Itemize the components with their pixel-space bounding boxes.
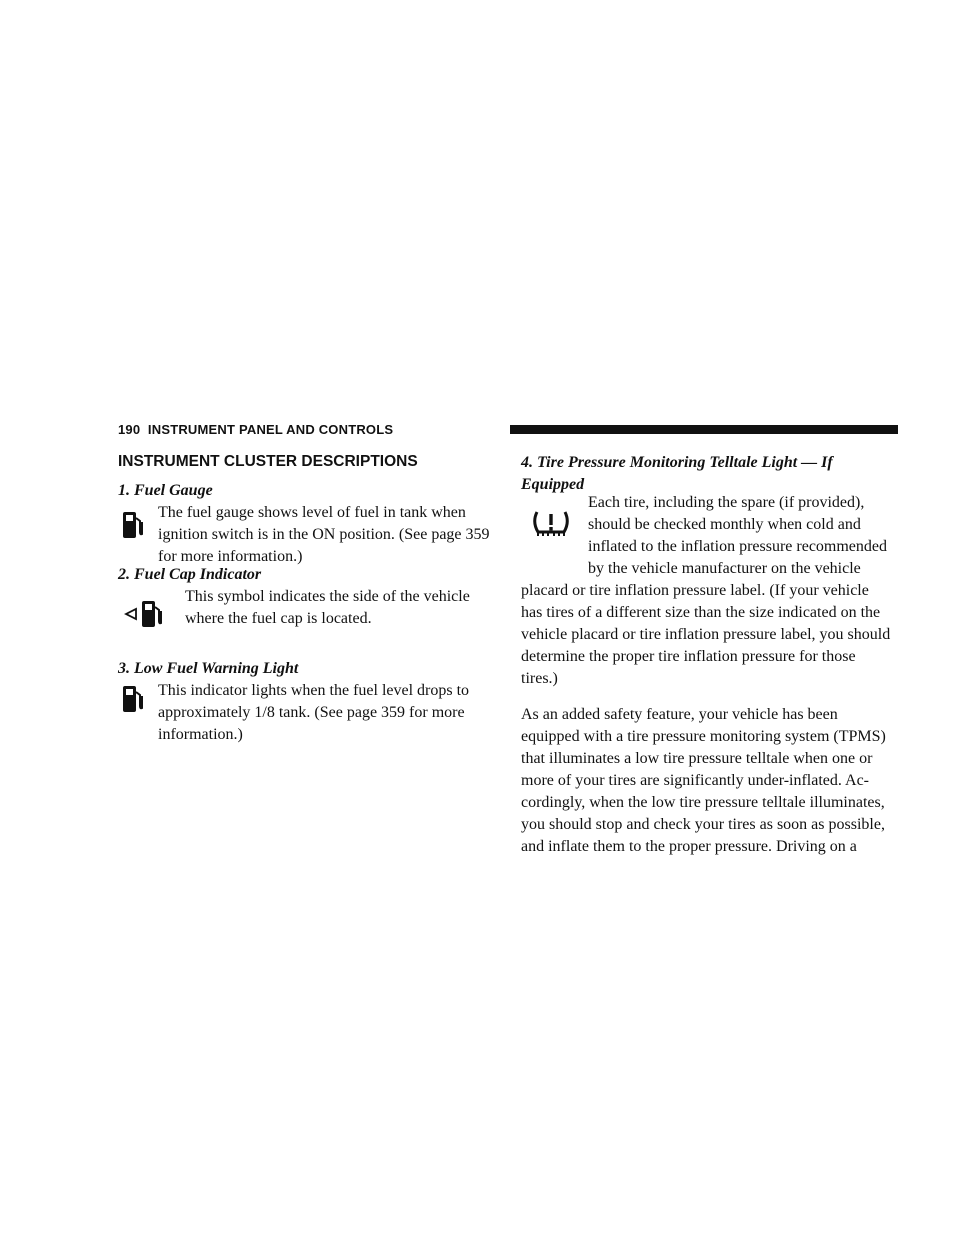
fuel-cap-side-icon bbox=[124, 598, 168, 630]
body-line: placard or tire inflation pressure label. (If your vehicle bbox=[521, 582, 869, 599]
body-line: for more information.) bbox=[158, 548, 303, 565]
body-line: has tires of a different size than the size indicated on the bbox=[521, 604, 881, 621]
page-header bbox=[118, 420, 898, 440]
body-line: you should stop and check your tires as soon as possible, bbox=[521, 816, 885, 833]
body-line: approximately 1/8 tank. (See page 359 for more bbox=[158, 704, 465, 721]
body-line: should be checked monthly when cold and bbox=[588, 516, 861, 533]
body-line: by the vehicle manufacturer on the vehicle bbox=[588, 560, 861, 577]
item-heading: 1. Fuel Gauge bbox=[118, 482, 213, 499]
item-low-fuel bbox=[118, 658, 492, 743]
item-fuel-cap bbox=[118, 564, 492, 627]
left-column bbox=[118, 452, 492, 752]
body-line: cordingly, when the low tire pressure telltale illuminates, bbox=[521, 794, 885, 811]
item-heading: 4. Tire Pressure Monitoring Telltale Light — If bbox=[521, 454, 833, 471]
item-body bbox=[185, 586, 492, 630]
section-title: INSTRUMENT CLUSTER DESCRIPTIONS bbox=[118, 453, 418, 470]
tpms-body-indented bbox=[588, 492, 898, 580]
body-line: As an added safety feature, your vehicle has been bbox=[521, 706, 838, 723]
body-line: equipped with a tire pressure monitoring system (TPMS) bbox=[521, 728, 886, 745]
body-line: where the fuel cap is located. bbox=[185, 610, 372, 627]
body-line: that illuminates a low tire pressure telltale when one or bbox=[521, 750, 873, 767]
body-line: information.) bbox=[158, 726, 243, 743]
body-line: and inflate them to the proper pressure. Driving on a bbox=[521, 838, 857, 855]
body-line: Each tire, including the spare (if provided), bbox=[588, 494, 865, 511]
tire-pressure-icon bbox=[531, 508, 571, 538]
fuel-pump-icon bbox=[122, 684, 144, 714]
body-line: inflated to the inflation pressure recommended bbox=[588, 538, 888, 555]
item-heading: 3. Low Fuel Warning Light bbox=[118, 660, 299, 677]
body-line: This symbol indicates the side of the vehicle bbox=[185, 588, 470, 605]
body-line: determine the proper tire inflation pressure for those bbox=[521, 648, 856, 665]
item-body bbox=[158, 680, 492, 746]
body-line: ignition switch is in the ON position. (See page 359 bbox=[158, 526, 490, 543]
tpms-paragraph-2 bbox=[521, 704, 898, 858]
item-fuel-gauge bbox=[118, 480, 492, 565]
item-heading-cont: Equipped bbox=[521, 476, 585, 493]
body-line: more of your tires are significantly under-inflated. Ac- bbox=[521, 772, 869, 789]
item-body bbox=[158, 502, 492, 568]
item-heading: 2. Fuel Cap Indicator bbox=[118, 566, 262, 583]
body-line: tires.) bbox=[521, 670, 558, 687]
right-column bbox=[521, 452, 898, 855]
tpms-body-full bbox=[521, 580, 898, 690]
body-line: This indicator lights when the fuel level drops to bbox=[158, 682, 470, 699]
body-line: vehicle placard or tire inflation pressure label, you should bbox=[521, 626, 891, 643]
page-header-text: 190 INSTRUMENT PANEL AND CONTROLS bbox=[118, 422, 394, 437]
header-rule bbox=[510, 425, 898, 434]
body-line: The fuel gauge shows level of fuel in tank when bbox=[158, 504, 466, 521]
fuel-pump-icon bbox=[122, 510, 144, 540]
